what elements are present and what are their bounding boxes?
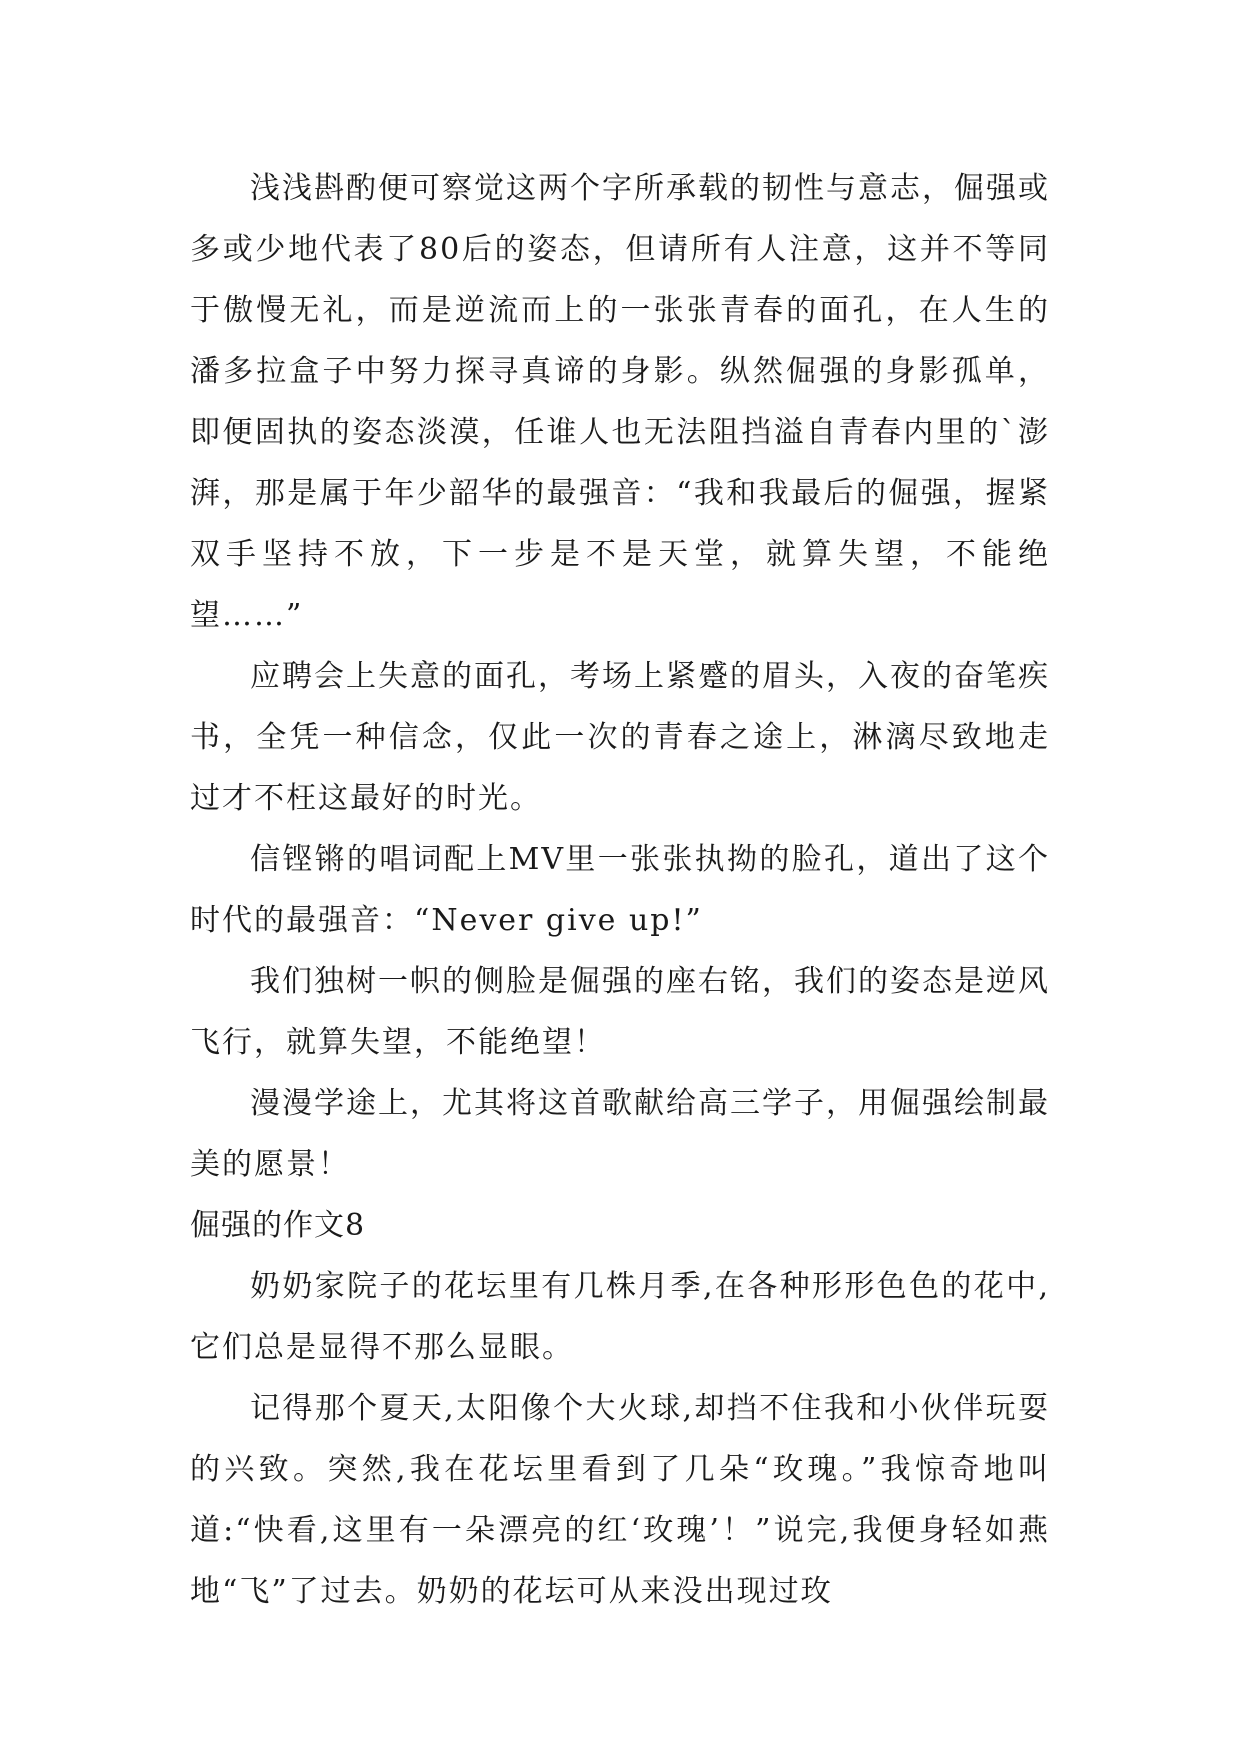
paragraph-5: 漫漫学途上，尤其将这首歌献给高三学子，用倔强绘制最美的愿景！ [190,1086,1050,1182]
paragraph-7: 记得那个夏天,太阳像个大火球,却挡不住我和小伙伴玩耍的兴致。突然,我在花坛里看到了几朵“玫瑰。”我惊奇地叫道:“快看,这里有一朵漂亮的红‘玫瑰’！”说完,我便身轻如燕地“飞”了过去。奶奶的花坛可从来没出现过玫 [190,1391,1050,1609]
paragraph-2: 应聘会上失意的面孔，考场上紧蹙的眉头，入夜的奋笔疾书，全凭一种信念，仅此一次的青春之途上，淋漓尽致地走过才不枉这最好的时光。 [190,659,1050,816]
paragraph-3: 信铿锵的唱词配上MV里一张张执拗的脸孔，道出了这个时代的最强音：“Never give up!” [190,842,1050,938]
document-body [190,158,1050,1622]
paragraph-6: 奶奶家院子的花坛里有几株月季,在各种形形色色的花中,它们总是显得不那么显眼。 [190,1269,1050,1365]
paragraph-4: 我们独树一帜的侧脸是倔强的座右铭，我们的姿态是逆风飞行，就算失望，不能绝望！ [190,964,1050,1060]
paragraph-1: 浅浅斟酌便可察觉这两个字所承载的韧性与意志，倔强或多或少地代表了80后的姿态，但请所有人注意，这并不等同于傲慢无礼，而是逆流而上的一张张青春的面孔，在人生的潘多拉盒子中努力探寻真谛的身影。纵然倔强的身影孤单，即便固执的姿态淡漠，任谁人也无法阻挡溢自青春内里的`澎湃，那是属于年少韶华的最强音：“我和我最后的倔强，握紧双手坚持不放，下一步是不是天堂，就算失望，不能绝望……” [190,171,1050,633]
section-heading: 倔强的作文8 [190,1208,366,1243]
